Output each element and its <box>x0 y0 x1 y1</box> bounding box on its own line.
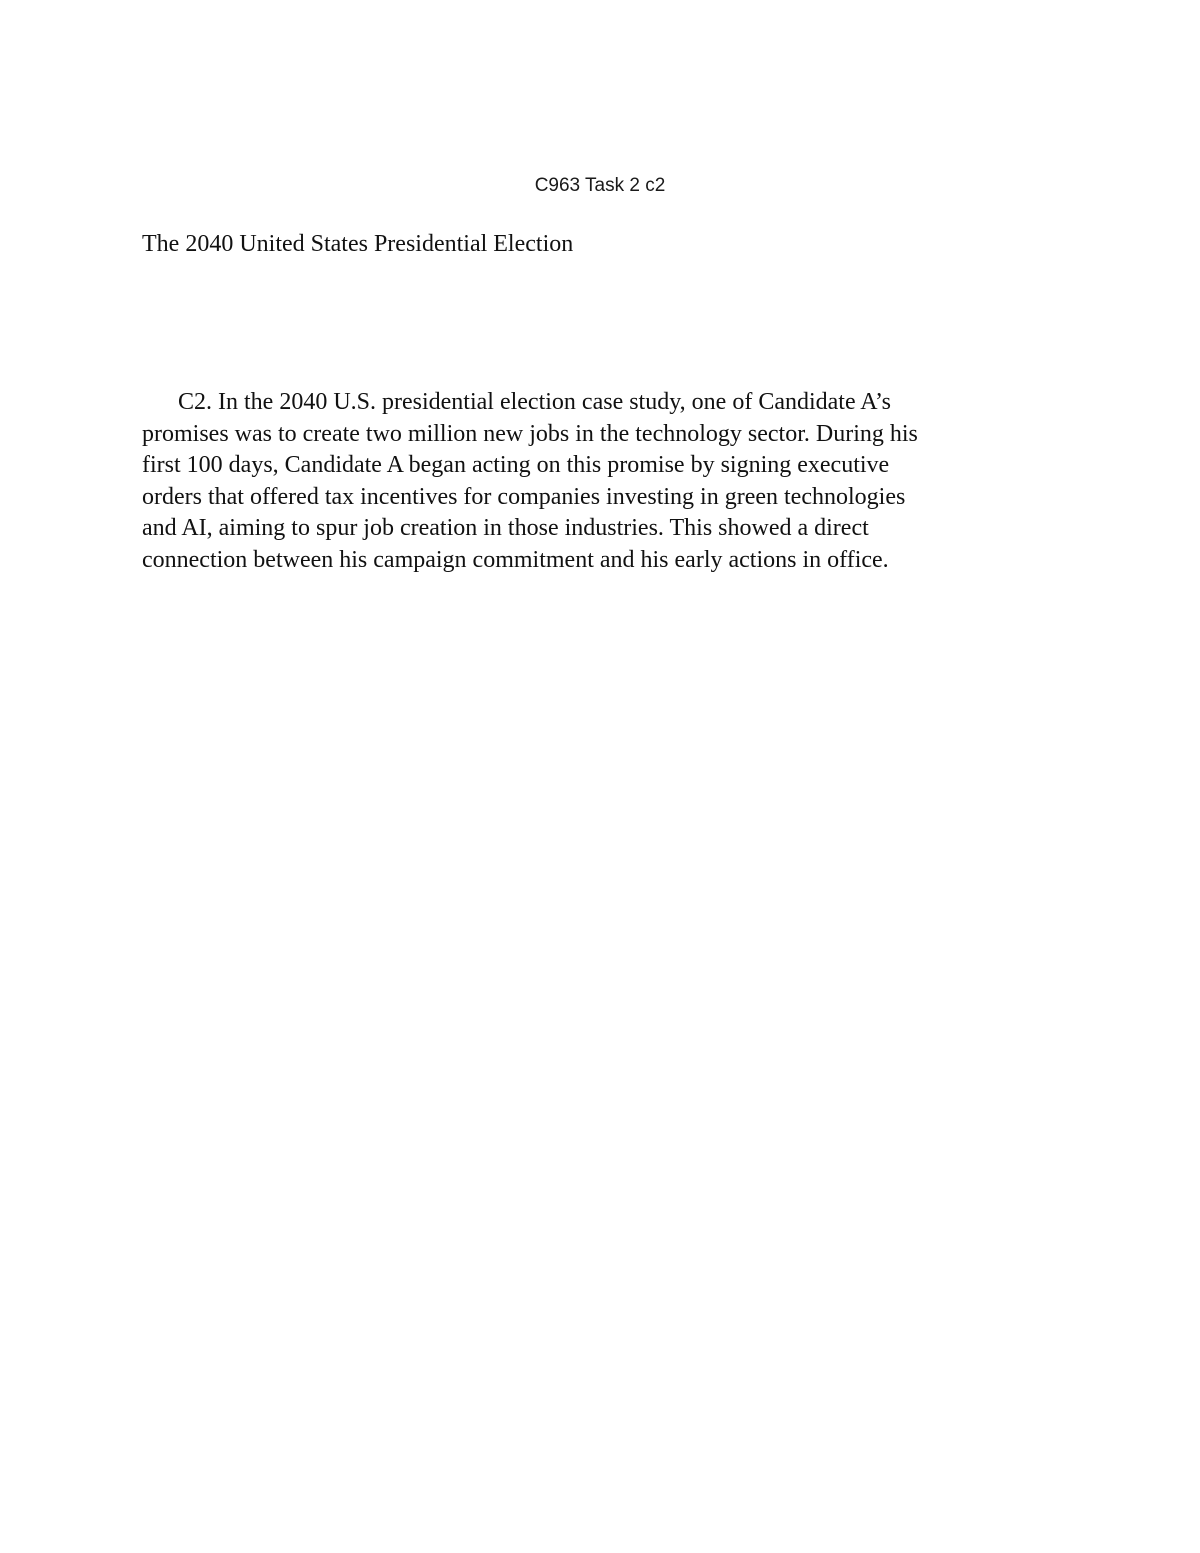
paragraph-line: promises was to create two million new jobs in the technology sector. During his <box>142 420 918 447</box>
page-header: C963 Task 2 c2 <box>534 175 666 196</box>
paragraph-line: first 100 days, Candidate A began acting on this promise by signing executive <box>142 452 890 479</box>
paragraph-line: and AI, aiming to spur job creation in those industries. This showed a direct <box>142 515 869 542</box>
document-title: The 2040 United States Presidential Election <box>142 231 574 257</box>
body-paragraph <box>142 387 1042 577</box>
paragraph-line: connection between his campaign commitment and his early actions in office. <box>142 546 889 573</box>
paragraph-line: C2. In the 2040 U.S. presidential election case study, one of Candidate A’s <box>178 389 891 415</box>
paragraph-line: orders that offered tax incentives for companies investing in green technologies <box>142 483 906 510</box>
